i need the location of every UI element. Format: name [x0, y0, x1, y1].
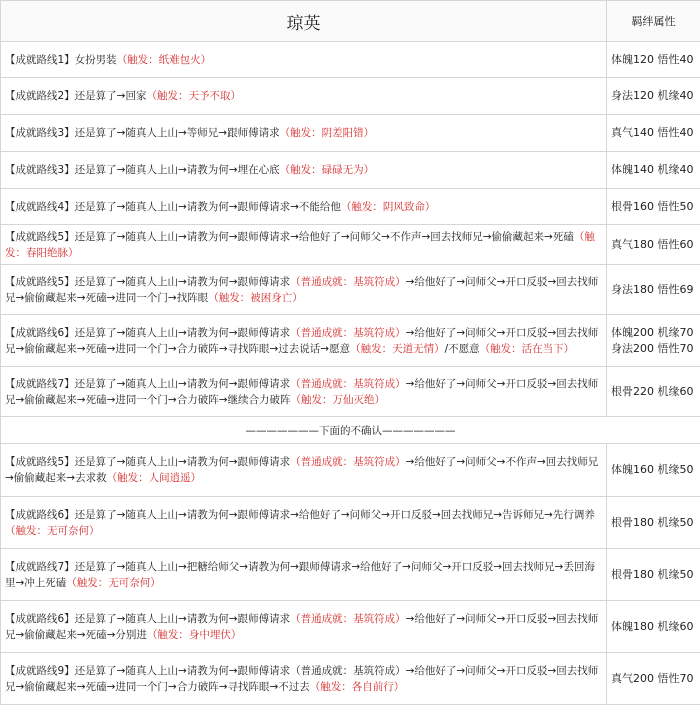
route-cell	[1, 367, 607, 417]
table-row	[1, 225, 700, 265]
table-row	[1, 653, 700, 705]
trigger-text: （普通成就：基筑符成）	[290, 456, 406, 468]
trigger-text: （普通成就：基筑符成）	[290, 378, 406, 390]
route-cell	[1, 78, 607, 115]
route-text: 【成就路线1】女扮男装	[5, 54, 117, 66]
route-text: 【成就路线6】还是算了→随真人上山→请教为何→跟师傅请求	[5, 613, 290, 625]
trigger-text: （触发：阴差阳错）	[280, 127, 375, 139]
table-row	[1, 42, 700, 78]
trigger-text: （触发：无可奈何）	[5, 525, 100, 537]
route-cell	[1, 549, 607, 601]
attr-value: 体魄200 机缘70	[611, 325, 696, 341]
route-text: 【成就路线3】还是算了→随真人上山→等师兄→跟师傅请求	[5, 127, 280, 139]
route-text: →给他好了→问师父→开口反驳→回去找师兄→偷偷藏起来→死磕→分别进	[5, 613, 598, 641]
table-row	[1, 115, 700, 152]
trigger-text: （触发：身中埋伏）	[147, 629, 242, 641]
trigger-text: （触发：活在当下）	[480, 343, 575, 355]
page-title: 琼英	[1, 1, 607, 42]
attr-cell	[607, 444, 700, 497]
attr-value: 体魄160 机缘50	[611, 462, 696, 478]
table-row	[1, 497, 700, 549]
route-cell	[1, 115, 607, 152]
route-text: 【成就路线5】还是算了→随真人上山→请教为何→跟师傅请求	[5, 276, 290, 288]
attr-value: 真气200 悟性70	[611, 671, 696, 687]
trigger-text: （触发：万仙灭绝）	[291, 394, 386, 406]
attr-value: 根骨180 机缘50	[611, 515, 696, 531]
table-row	[1, 315, 700, 367]
divider-row	[1, 417, 700, 444]
attr-value: 真气140 悟性40	[611, 125, 696, 141]
table-row	[1, 444, 700, 497]
route-cell	[1, 189, 607, 225]
attr-cell	[607, 225, 700, 265]
attr-cell	[607, 78, 700, 115]
attr-value: 体魄120 悟性40	[611, 52, 696, 68]
route-cell	[1, 653, 607, 705]
route-cell	[1, 497, 607, 549]
attr-value: 身法180 悟性69	[611, 282, 696, 298]
attr-column-header: 羁绊属性	[607, 1, 700, 42]
attr-cell	[607, 497, 700, 549]
route-text: 【成就路线7】还是算了→随真人上山→把糖给师父→请教为何→跟师傅请求→给他好了→问师父→开口反驳→回去找师兄→丢回海里→冲上死磕	[5, 561, 595, 589]
divider-section	[1, 417, 700, 444]
trigger-text: （触发：碌碌无为）	[280, 164, 375, 176]
trigger-text: （触发：天予不取）	[146, 90, 241, 102]
route-cell	[1, 444, 607, 497]
trigger-text: （普通成就：基筑符成）	[290, 613, 406, 625]
attr-value: 真气180 悟性60	[611, 237, 696, 253]
table-row	[1, 78, 700, 115]
table-row	[1, 189, 700, 225]
attr-cell	[607, 601, 700, 653]
route-text: →给他好了→问师父→开口反驳→回去找师兄→偷偷藏起来→死磕→进同一个门→合力破阵→寻找阵眼→过去说话→愿意	[5, 327, 598, 355]
confirmed-rows	[1, 42, 700, 417]
trigger-text: （触发：纸难包火）	[117, 54, 212, 66]
attr-cell	[607, 42, 700, 78]
trigger-text: （触发：各自前行）	[310, 681, 405, 693]
attr-value: 体魄140 机缘40	[611, 162, 696, 178]
route-cell	[1, 42, 607, 78]
divider-text: ———————下面的不确认———————	[1, 417, 700, 444]
route-text: 【成就路线9】还是算了→随真人上山→请教为何→跟师傅请求（普通成就：基筑符成）→给他好了→问师父→开口反驳→回去找师兄→偷偷藏起来→死磕→进同一个门→合力破阵→寻找阵眼→不过去	[5, 665, 598, 693]
route-text: →给他好了→问师父→不作声→回去找师兄→偷偷藏起来→去求救	[5, 456, 598, 484]
route-text: 【成就路线7】还是算了→随真人上山→请教为何→跟师傅请求	[5, 378, 290, 390]
trigger-text: （触发：春阳绝脉）	[5, 231, 595, 259]
attr-cell	[607, 189, 700, 225]
route-text: →给他好了→问师父→开口反驳→回去找师兄→偷偷藏起来→死磕→进同一个门→找阵眼	[5, 276, 598, 304]
trigger-text: （普通成就：基筑符成）	[290, 276, 406, 288]
route-text: 【成就路线3】还是算了→随真人上山→请教为何→埋在心底	[5, 164, 280, 176]
route-text: /不愿意	[445, 343, 480, 355]
attr-value: 身法200 悟性70	[611, 341, 696, 357]
attr-value: 体魄180 机缘60	[611, 619, 696, 635]
attr-value: 身法120 机缘40	[611, 88, 696, 104]
trigger-text: （触发：阴风致命）	[341, 201, 436, 213]
table-header-row	[1, 1, 700, 42]
attr-value: 根骨160 悟性50	[611, 199, 696, 215]
attr-value: 根骨220 机缘60	[611, 384, 696, 400]
attr-cell	[607, 152, 700, 189]
unconfirmed-rows	[1, 444, 700, 705]
route-text: 【成就路线5】还是算了→随真人上山→请教为何→跟师傅请求→给他好了→问师父→不作声→回去找师兄→偷偷藏起来→死磕	[5, 231, 574, 243]
attr-cell	[607, 315, 700, 367]
trigger-text: （触发：被困身亡）	[208, 292, 303, 304]
route-text: 【成就路线5】还是算了→随真人上山→请教为何→跟师傅请求	[5, 456, 290, 468]
route-text: 【成就路线6】还是算了→随真人上山→请教为何→跟师傅请求→给他好了→问师父→开口反驳→回去找师兄→告诉师兄→先行调养	[5, 509, 595, 521]
route-cell	[1, 265, 607, 315]
attr-cell	[607, 115, 700, 152]
attr-cell	[607, 653, 700, 705]
route-cell	[1, 601, 607, 653]
route-text: 【成就路线4】还是算了→随真人上山→请教为何→跟师傅请求→不能给他	[5, 201, 341, 213]
table-row	[1, 549, 700, 601]
trigger-text: （触发：人间逍遥）	[107, 472, 202, 484]
table-row	[1, 601, 700, 653]
trigger-text: （触发：天道无情）	[350, 343, 445, 355]
route-text: →给他好了→问师父→开口反驳→回去找师兄→偷偷藏起来→死磕→进同一个门→合力破阵→继续合力破阵	[5, 378, 598, 406]
route-cell	[1, 152, 607, 189]
table-row	[1, 152, 700, 189]
route-cell	[1, 315, 607, 367]
attr-value: 根骨180 机缘50	[611, 567, 696, 583]
attr-cell	[607, 549, 700, 601]
route-text: 【成就路线6】还是算了→随真人上山→请教为何→跟师傅请求	[5, 327, 290, 339]
trigger-text: （普通成就：基筑符成）	[290, 327, 406, 339]
table-row	[1, 367, 700, 417]
trigger-text: （触发：无可奈何）	[66, 577, 161, 589]
route-cell	[1, 225, 607, 265]
attr-cell	[607, 265, 700, 315]
table-row	[1, 265, 700, 315]
attr-cell	[607, 367, 700, 417]
route-text: 【成就路线2】还是算了→回家	[5, 90, 146, 102]
